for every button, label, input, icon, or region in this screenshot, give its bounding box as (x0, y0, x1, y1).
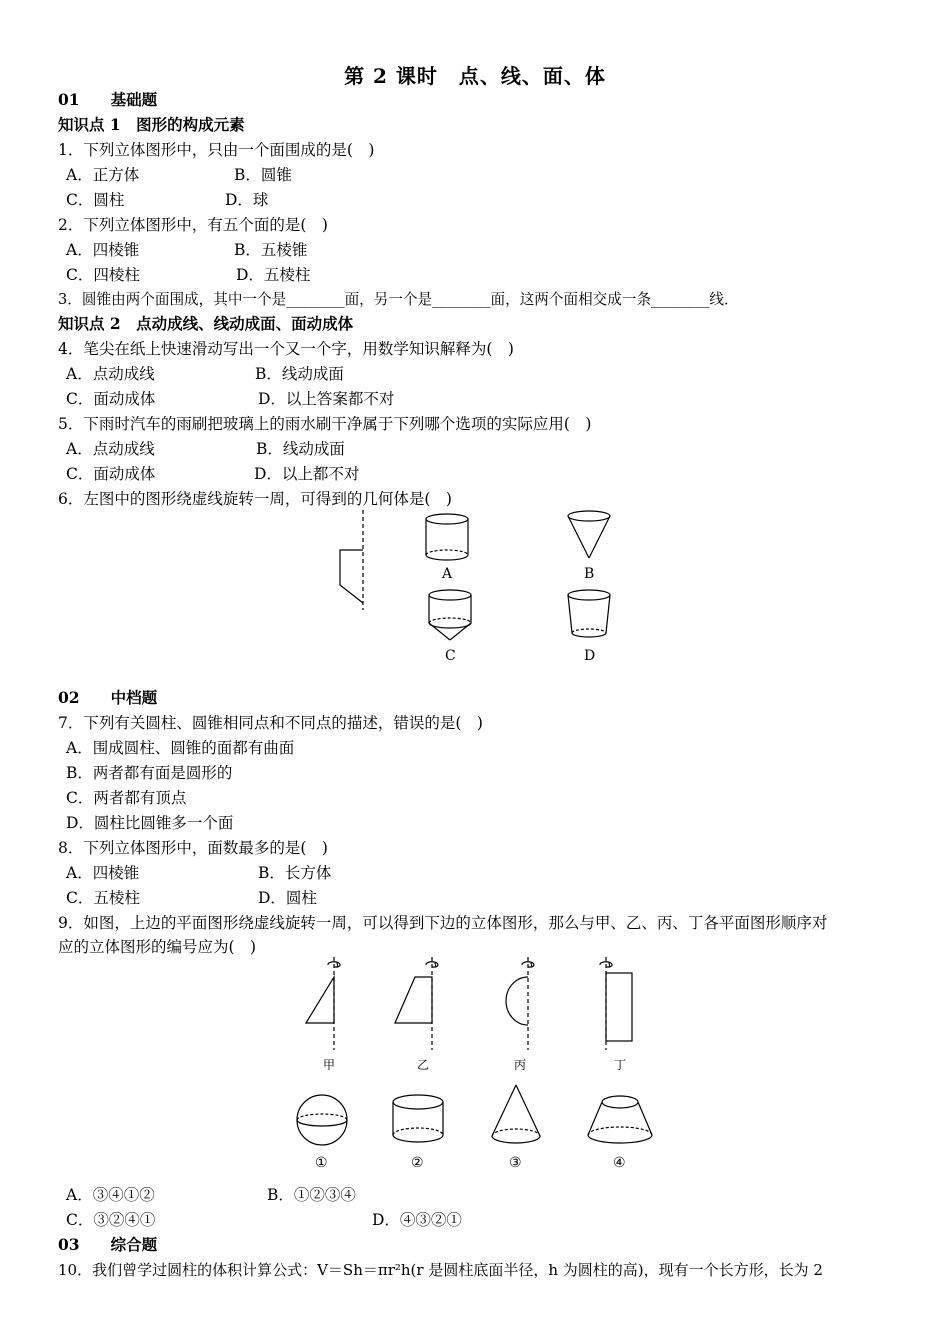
q9-shape-yi (395, 957, 438, 1050)
q9-solid-frustum (588, 1096, 652, 1143)
knowledge-point-2: 知识点 2 点动成线、线动成面、面动成体 (58, 314, 354, 333)
q5-option-a: A．点动成线 (66, 440, 155, 458)
q9-solid-cylinder (393, 1095, 443, 1142)
q6-label-a: A (442, 566, 453, 582)
q6-label-b: B (584, 566, 595, 582)
question-9-stem-2: 应的立体图形的编号应为( ) (58, 938, 257, 956)
q4-option-d: D．以上答案都不对 (258, 390, 395, 408)
question-8-stem: 8．下列立体图形中，面数最多的是( ) (58, 839, 328, 857)
q8-option-d: D．圆柱 (258, 889, 317, 907)
q5-option-b: B．线动成面 (256, 440, 345, 458)
q8-option-b: B．长方体 (258, 864, 332, 882)
section-medium: 02 中档题 (58, 688, 158, 707)
q9-solid-cone (492, 1085, 540, 1143)
question-4-stem: 4．笔尖在纸上快速滑动写出一个又一个字，用数学知识解释为( ) (58, 340, 514, 358)
q9-label-3: ③ (509, 1155, 522, 1171)
q1-option-a: A．正方体 (66, 166, 140, 184)
q9-option-d: D．④③②① (372, 1211, 462, 1229)
q6-solid-a (426, 514, 468, 560)
q2-option-b: B．五棱锥 (234, 241, 308, 259)
q7-option-b: B．两者都有面是圆形的 (66, 764, 233, 782)
page-title: 第 2 课时 点、线、面、体 (344, 64, 606, 88)
q2-option-d: D．五棱柱 (236, 266, 311, 284)
q4-option-c: C．面动成体 (66, 390, 156, 408)
q7-option-a: A．围成圆柱、圆锥的面都有曲面 (66, 739, 295, 757)
q6-solid-d (568, 590, 610, 637)
q9-shape-ding (600, 957, 632, 1050)
q9-shape-bing (506, 957, 534, 1050)
q9-option-c: C．③②④① (66, 1211, 156, 1229)
q5-option-d: D．以上都不对 (254, 465, 360, 483)
q1-option-b: B．圆锥 (234, 166, 292, 184)
q1-option-d: D．球 (225, 191, 269, 209)
question-10-stem: 10．我们曾学过圆柱的体积计算公式：V＝Sh＝πr²h(r 是圆柱底面半径，h 为圆柱的高)，现有一个长方形，长为 2 (58, 1261, 823, 1279)
q1-option-c: C．圆柱 (66, 191, 125, 209)
question-6-stem: 6．左图中的图形绕虚线旋转一周，可得到的几何体是( ) (58, 490, 452, 508)
question-3-stem: 3．圆锥由两个面围成，其中一个是________面，另一个是________面，这两个面相交成一条________线． (58, 291, 739, 308)
q9-option-b: B．①②③④ (267, 1186, 356, 1204)
q8-option-c: C．五棱柱 (66, 889, 140, 907)
q4-option-a: A．点动成线 (66, 365, 155, 383)
q4-option-b: B．线动成面 (255, 365, 344, 383)
q5-option-c: C．面动成体 (66, 465, 156, 483)
q9-shape-jia (306, 957, 340, 1050)
q9-label-1: ① (315, 1155, 328, 1171)
question-1-stem: 1．下列立体图形中，只由一个面围成的是( ) (58, 141, 375, 159)
q9-option-a: A．③④①② (66, 1186, 155, 1204)
q9-label-2: ② (411, 1155, 424, 1171)
q6-solid-c (429, 590, 471, 640)
question-7-stem: 7．下列有关圆柱、圆锥相同点和不同点的描述，错误的是( ) (58, 714, 483, 732)
q7-option-d: D．圆柱比圆锥多一个面 (66, 814, 234, 832)
q2-option-a: A．四棱锥 (66, 241, 140, 259)
q2-option-c: C．四棱柱 (66, 266, 140, 284)
q9-label-4: ④ (613, 1155, 626, 1171)
q6-label-d: D (584, 648, 596, 664)
question-2-stem: 2．下列立体图形中，有五个面的是( ) (58, 216, 328, 234)
q9-label-ding: 丁 (614, 1058, 627, 1072)
q6-solid-b (568, 511, 610, 558)
q6-plane-shape (340, 510, 363, 610)
q9-label-bing: 丙 (514, 1058, 527, 1072)
question-9-stem-1: 9．如图，上边的平面图形绕虚线旋转一周，可以得到下边的立体图形，那么与甲、乙、丙、丁各平面图形顺序对 (58, 914, 828, 932)
section-comprehensive: 03 综合题 (58, 1235, 158, 1254)
q6-figure (330, 505, 650, 675)
q9-label-yi: 乙 (417, 1058, 430, 1072)
q9-solid-sphere (297, 1095, 347, 1145)
q9-figure (290, 955, 670, 1175)
question-5-stem: 5．下雨时汽车的雨刷把玻璃上的雨水刷干净属于下列哪个选项的实际应用( ) (58, 415, 592, 433)
section-basic: 01 基础题 (58, 90, 158, 109)
knowledge-point-1: 知识点 1 图形的构成元素 (58, 115, 245, 134)
q7-option-c: C．两者都有顶点 (66, 789, 187, 807)
q6-label-c: C (445, 648, 456, 664)
q9-label-jia: 甲 (323, 1058, 336, 1072)
q8-option-a: A．四棱锥 (66, 864, 140, 882)
